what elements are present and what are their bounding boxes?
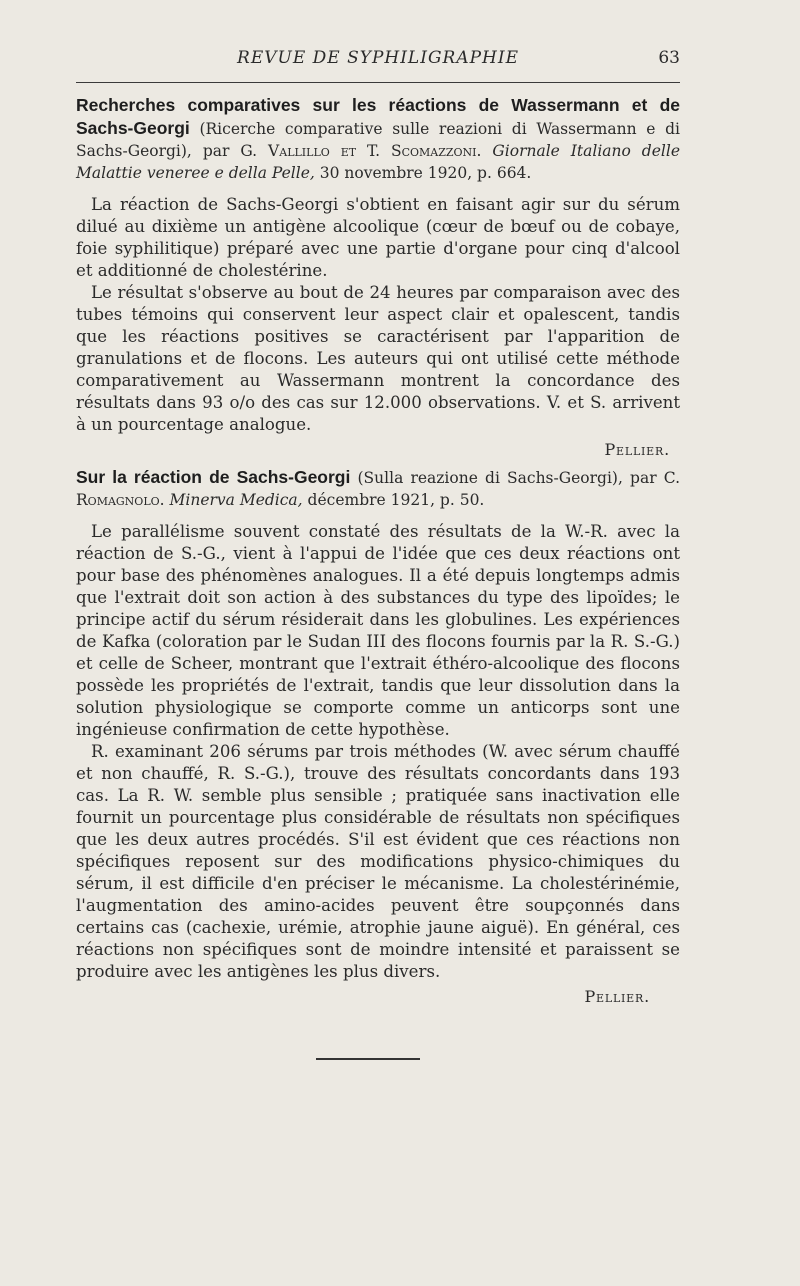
article-heading bbox=[76, 94, 680, 184]
article-date-pages: 30 novembre 1920, p. 664. bbox=[319, 164, 532, 182]
article-journal: Giornale Italiano delle Malattie veneree e della Pelle, bbox=[76, 142, 680, 182]
article-journal: Minerva Medica, bbox=[169, 491, 303, 509]
page-number: 63 bbox=[658, 48, 680, 68]
article-reference: (Ricerche comparative sulle reazioni di Wassermann e di Sachs-Georgi), par bbox=[76, 120, 680, 160]
paragraph: Le parallélisme souvent constaté des résultats de la W.-R. avec la réaction de S.-G., vient à l'appui de l'idée que ces deux réactions ont pour base des phénomènes analogues. Il a été depuis longtemps admis que l'extrait doit son action à des substances du type des lipoïdes; le principe actif du sérum résiderait dans les globulines. Les expériences de Kafka (coloration par le Sudan III des flocons fournis par la R. S.-G.) et celle de Scheer, montrant que l'extrait éthéro-alcoolique des flocons possède les propriétés de l'extrait, tandis que leur dissolution dans la solution physiologique se comporte comme un anticorps sont une ingénieuse confirmation de cette hypothèse. bbox=[76, 522, 680, 739]
article-authors: C. Romagnolo. bbox=[76, 469, 680, 509]
article-authors: G. Vallillo et T. Scomazzoni. bbox=[240, 142, 482, 160]
header-rule bbox=[76, 82, 680, 83]
running-head bbox=[76, 48, 680, 72]
running-title: REVUE DE SYPHILIGRAPHIE bbox=[237, 48, 519, 68]
article-sachs-georgi bbox=[76, 466, 680, 1006]
article-signature: Pellier. bbox=[604, 440, 670, 459]
article-title: Recherches comparatives sur les réactions de Wassermann et de Sachs-Georgi bbox=[76, 95, 680, 138]
paragraph: R. examinant 206 sérums par trois méthodes (W. avec sérum chauffé et non chauffé, R. S.-G.), trouve des résultats concordants dans 193 cas. La R. W. semble plus sensible ; pratiquée sans inactivation elle fournit un pourcentage plus considérable de résultats non spécifiques que les deux autres procédés. S'il est évident que ces réactions non spécifiques reposent sur des modifications physico-chimiques du sérum, il est difficile d'en préciser le mécanisme. La cholestérinémie, l'augmentation des amino-acides peuvent être soupçonnés dans certains cas (cachexie, urémie, atrophie jaune aiguë). En général, ces réactions non spécifiques sont de moindre intensité et paraissent se produire avec les antigènes les plus divers. bbox=[76, 742, 680, 981]
article-title: Sur la réaction de Sachs-Georgi bbox=[76, 467, 351, 487]
article-heading bbox=[76, 466, 680, 511]
paragraph: Le résultat s'observe au bout de 24 heures par comparaison avec des tubes témoins qui conservent leur aspect clair et opalescent, tandis que les réactions positives se caractérisent par l'apparition de granulations et de flocons. Les auteurs qui ont utilisé cette méthode comparativement au Wassermann montrent la concordance des résultats dans 93 o/o des cas sur 12.000 observations. V. et S. arrivent à un pourcentage analogue. bbox=[76, 283, 680, 434]
paragraph: La réaction de Sachs-Georgi s'obtient en faisant agir sur du sérum dilué au dixième un antigène alcoolique (cœur de bœuf ou de cobaye, foie syphilitique) préparé avec une partie d'organe pour cinq d'alcool et additionné de cholestérine. bbox=[76, 195, 680, 280]
article-signature: Pellier. bbox=[584, 987, 650, 1006]
article-wassermann-sachs-georgi bbox=[76, 94, 680, 459]
article-reference: (Sulla reazione di Sachs-Georgi), par bbox=[357, 469, 664, 487]
closing-rule bbox=[316, 1058, 420, 1060]
article-date-pages: décembre 1921, p. 50. bbox=[307, 491, 485, 509]
